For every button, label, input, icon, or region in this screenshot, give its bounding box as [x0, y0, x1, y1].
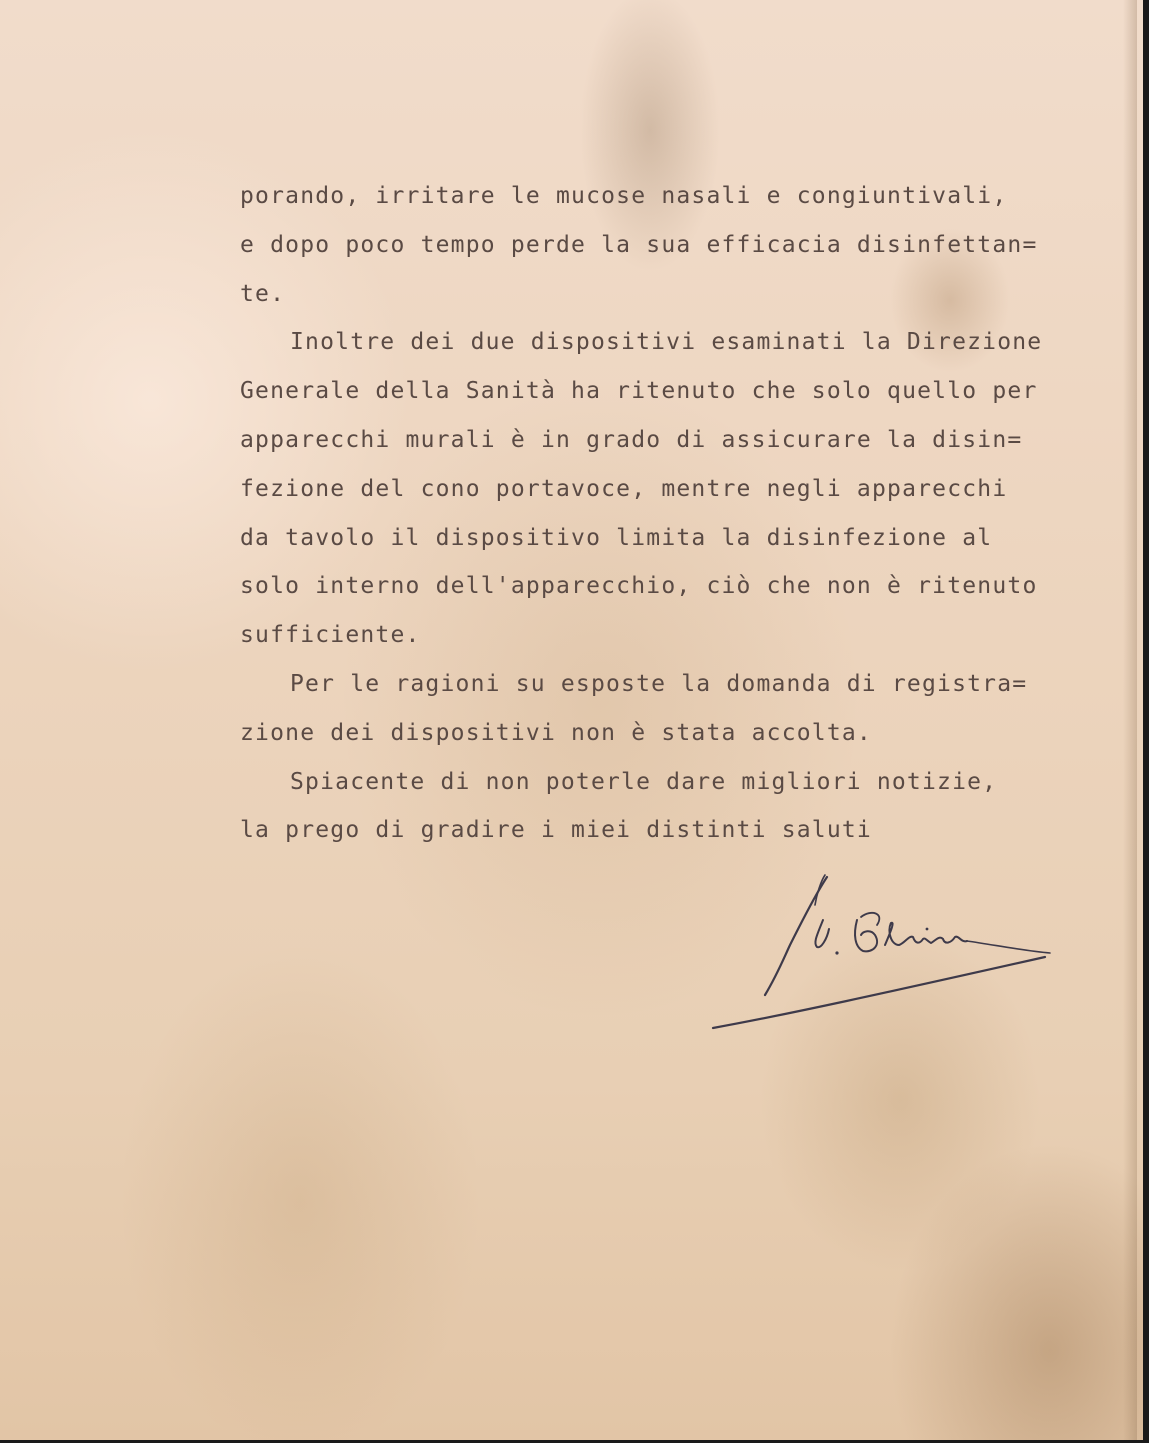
- letter-line: sufficiente.: [240, 622, 421, 649]
- letter-line: Per le ragioni su esposte la domanda di registra=: [290, 670, 1028, 697]
- letter-line: fezione del cono portavoce, mentre negli apparecchi: [240, 475, 1008, 502]
- letter-line: zione dei dispositivi non è stata accolta.: [240, 719, 872, 746]
- letter-line: apparecchi murali è in grado di assicurare la disin=: [240, 426, 1023, 453]
- letter-line: Inoltre dei due dispositivi esaminati la Direzione: [290, 329, 1043, 356]
- letter-line: da tavolo il dispositivo limita la disinfezione al: [240, 524, 993, 551]
- letter-line: la prego di gradire i miei distinti saluti: [240, 817, 872, 844]
- signature-drawing: [705, 865, 1055, 1040]
- letter-line: te.: [240, 280, 286, 307]
- letter-line: e dopo poco tempo perde la sua efficacia disinfettan=: [240, 231, 1038, 258]
- letter-line: porando, irritare le mucose nasali e congiuntivali,: [240, 183, 1008, 209]
- handwritten-signature: [705, 865, 1055, 1040]
- letter-line: Generale della Sanità ha ritenuto che solo quello per: [240, 378, 1038, 405]
- letter-line: solo interno dell'apparecchio, ciò che non è ritenuto: [240, 573, 1038, 600]
- letter-body: [240, 172, 1135, 855]
- letter-line: Spiacente di non poterle dare migliori notizie,: [290, 768, 998, 795]
